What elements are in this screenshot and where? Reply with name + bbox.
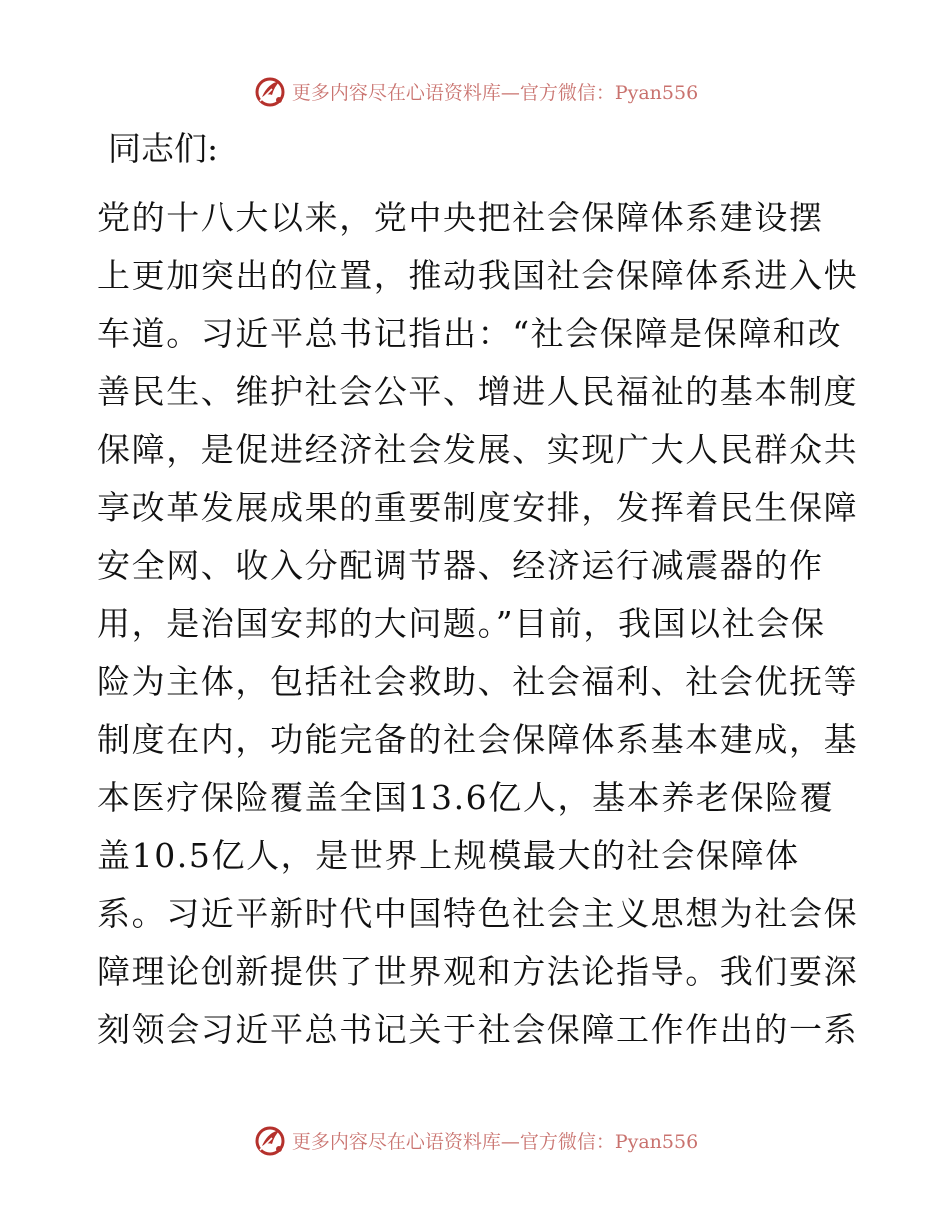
text-line: 制度在内，功能完备的社会保障体系基本建成，基 [97, 720, 859, 759]
text-line: 盖10.5亿人，是世界上规模最大的社会保障体 [97, 836, 800, 875]
text-line: 上更加突出的位置，推动我国社会保障体系进入快 [97, 256, 859, 295]
header-banner [0, 71, 950, 111]
xinyu-logo-icon [252, 1122, 288, 1158]
banner-text: 更多内容尽在心语资料库—官方微信：Pyan556 [291, 81, 699, 104]
text-line: 障理论创新提供了世界观和方法论指导。我们要深 [97, 952, 859, 991]
text-line: 刻领会习近平总书记关于社会保障工作作出的一系 [97, 1010, 859, 1049]
text-line: 党的十八大以来，党中央把社会保障体系建设摆 [97, 198, 824, 237]
text-line: 险为主体，包括社会救助、社会福利、社会优抚等 [97, 662, 859, 701]
text-line: 本医疗保险覆盖全国13.6亿人，基本养老保险覆 [97, 778, 835, 817]
text-line: 系。习近平新时代中国特色社会主义思想为社会保 [97, 894, 859, 933]
text-line: 用，是治国安邦的大问题。”目前，我国以社会保 [97, 604, 826, 643]
text-line: 车道。习近平总书记指出：“社会保障是保障和改 [97, 314, 843, 353]
text-line: 享改革发展成果的重要制度安排，发挥着民生保障 [97, 488, 859, 527]
banner-text: 更多内容尽在心语资料库—官方微信：Pyan556 [291, 1130, 699, 1153]
text-line: 保障，是促进经济社会发展、实现广大人民群众共 [97, 430, 859, 469]
xinyu-logo-icon [252, 73, 288, 109]
text-line: 安全网、收入分配调节器、经济运行减震器的作 [97, 546, 824, 585]
salutation: 同志们: [108, 129, 219, 168]
footer-banner [0, 1120, 950, 1160]
text-line: 善民生、维护社会公平、增进人民福祉的基本制度 [97, 372, 859, 411]
